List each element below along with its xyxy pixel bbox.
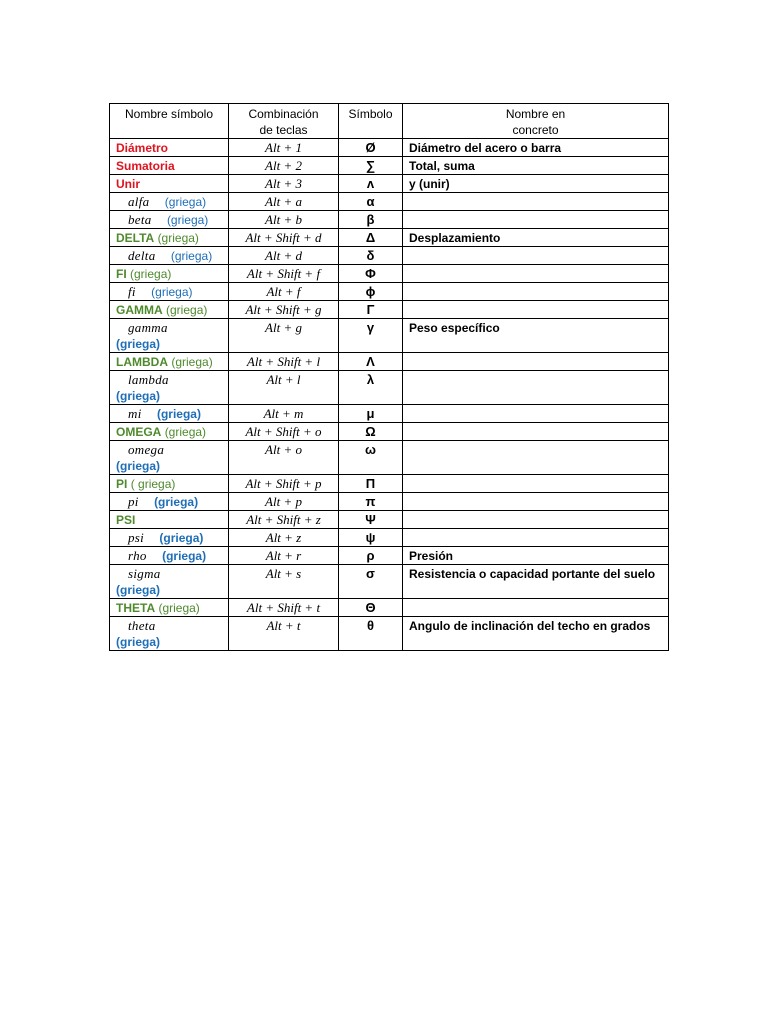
table-row (110, 441, 669, 475)
table-row (110, 565, 669, 599)
row-combo: Alt + 3 (229, 175, 339, 193)
row-name: DELTA (griega) (110, 229, 229, 247)
row-combo: Alt + z (229, 529, 339, 547)
row-name: OMEGA (griega) (110, 423, 229, 441)
row-combo: Alt + o (229, 441, 339, 475)
row-combo: Alt + m (229, 405, 339, 423)
row-desc (403, 475, 669, 493)
table-row (110, 529, 669, 547)
row-desc (403, 511, 669, 529)
row-name: PI ( griega) (110, 475, 229, 493)
row-name: GAMMA (griega) (110, 301, 229, 319)
row-desc (403, 247, 669, 265)
row-combo: Alt + Shift + l (229, 353, 339, 371)
row-desc: Total, suma (403, 157, 669, 175)
table-row (110, 353, 669, 371)
row-desc (403, 371, 669, 405)
row-combo: Alt + s (229, 565, 339, 599)
row-symbol: ʌ (339, 175, 403, 193)
row-desc (403, 211, 669, 229)
row-combo: Alt + 1 (229, 139, 339, 157)
row-desc: Resistencia o capacidad portante del suelo (403, 565, 669, 599)
row-name: delta (griega) (110, 247, 229, 265)
row-name: pi (griega) (110, 493, 229, 511)
row-name: sigma (griega) (110, 565, 229, 599)
row-symbol: α (339, 193, 403, 211)
row-combo: Alt + t (229, 617, 339, 651)
row-symbol: Φ (339, 265, 403, 283)
table-row (110, 511, 669, 529)
row-symbol: ϕ (339, 283, 403, 301)
row-name: beta (griega) (110, 211, 229, 229)
row-combo: Alt + Shift + t (229, 599, 339, 617)
row-name: mi (griega) (110, 405, 229, 423)
row-name: Sumatoria (110, 157, 229, 175)
row-desc: Presión (403, 547, 669, 565)
row-symbol: Δ (339, 229, 403, 247)
row-name: omega (griega) (110, 441, 229, 475)
row-combo: Alt + b (229, 211, 339, 229)
row-desc (403, 405, 669, 423)
row-desc (403, 283, 669, 301)
row-symbol: Ø (339, 139, 403, 157)
header-desc: Nombre en concreto (403, 104, 669, 139)
row-desc: Desplazamiento (403, 229, 669, 247)
table-row (110, 193, 669, 211)
row-symbol: ρ (339, 547, 403, 565)
row-desc (403, 529, 669, 547)
header-combo: Combinación de teclas (229, 104, 339, 139)
row-symbol: Ψ (339, 511, 403, 529)
table-row (110, 247, 669, 265)
row-name: PSI (110, 511, 229, 529)
row-name: Unir (110, 175, 229, 193)
row-name: lambda (griega) (110, 371, 229, 405)
table-row (110, 229, 669, 247)
table-row (110, 599, 669, 617)
table-row (110, 157, 669, 175)
row-combo: Alt + Shift + g (229, 301, 339, 319)
row-desc: Diámetro del acero o barra (403, 139, 669, 157)
row-combo: Alt + r (229, 547, 339, 565)
row-name: gamma (griega) (110, 319, 229, 353)
row-symbol: β (339, 211, 403, 229)
table-row (110, 139, 669, 157)
row-desc (403, 599, 669, 617)
row-symbol: ψ (339, 529, 403, 547)
row-name: FI (griega) (110, 265, 229, 283)
row-combo: Alt + Shift + d (229, 229, 339, 247)
row-combo: Alt + 2 (229, 157, 339, 175)
row-name: LAMBDA (griega) (110, 353, 229, 371)
table-row (110, 405, 669, 423)
row-symbol: Θ (339, 599, 403, 617)
table-row (110, 301, 669, 319)
row-desc: Peso específico (403, 319, 669, 353)
row-desc (403, 423, 669, 441)
row-symbol: Γ (339, 301, 403, 319)
header-row (110, 104, 669, 139)
row-symbol: γ (339, 319, 403, 353)
row-combo: Alt + l (229, 371, 339, 405)
row-symbol: Ω (339, 423, 403, 441)
row-name: psi (griega) (110, 529, 229, 547)
row-name: theta (griega) (110, 617, 229, 651)
header-symbol: Símbolo (339, 104, 403, 139)
row-combo: Alt + Shift + f (229, 265, 339, 283)
table-row (110, 283, 669, 301)
row-combo: Alt + Shift + p (229, 475, 339, 493)
row-symbol: Λ (339, 353, 403, 371)
row-symbol: Π (339, 475, 403, 493)
row-symbol: δ (339, 247, 403, 265)
table-row (110, 617, 669, 651)
table-row (110, 423, 669, 441)
row-name: rho (griega) (110, 547, 229, 565)
row-combo: Alt + Shift + o (229, 423, 339, 441)
row-combo: Alt + Shift + z (229, 511, 339, 529)
row-desc (403, 301, 669, 319)
row-desc: y (unir) (403, 175, 669, 193)
table-row (110, 547, 669, 565)
row-combo: Alt + f (229, 283, 339, 301)
row-desc (403, 493, 669, 511)
table-row (110, 211, 669, 229)
row-symbol: λ (339, 371, 403, 405)
row-desc (403, 353, 669, 371)
row-combo: Alt + g (229, 319, 339, 353)
keyboard-symbols-table (109, 103, 669, 651)
row-symbol: σ (339, 565, 403, 599)
table-row (110, 175, 669, 193)
header-name: Nombre símbolo (110, 104, 229, 139)
table-row (110, 265, 669, 283)
row-combo: Alt + d (229, 247, 339, 265)
table-row (110, 371, 669, 405)
row-symbol: μ (339, 405, 403, 423)
table-row (110, 319, 669, 353)
row-combo: Alt + a (229, 193, 339, 211)
row-name: THETA (griega) (110, 599, 229, 617)
row-combo: Alt + p (229, 493, 339, 511)
row-name: fi (griega) (110, 283, 229, 301)
row-name: Diámetro (110, 139, 229, 157)
row-desc: Angulo de inclinación del techo en grados (403, 617, 669, 651)
row-desc (403, 441, 669, 475)
row-symbol: π (339, 493, 403, 511)
row-symbol: ∑ (339, 157, 403, 175)
table-row (110, 475, 669, 493)
row-symbol: ω (339, 441, 403, 475)
row-desc (403, 265, 669, 283)
table-row (110, 493, 669, 511)
row-name: alfa (griega) (110, 193, 229, 211)
row-desc (403, 193, 669, 211)
row-symbol: θ (339, 617, 403, 651)
